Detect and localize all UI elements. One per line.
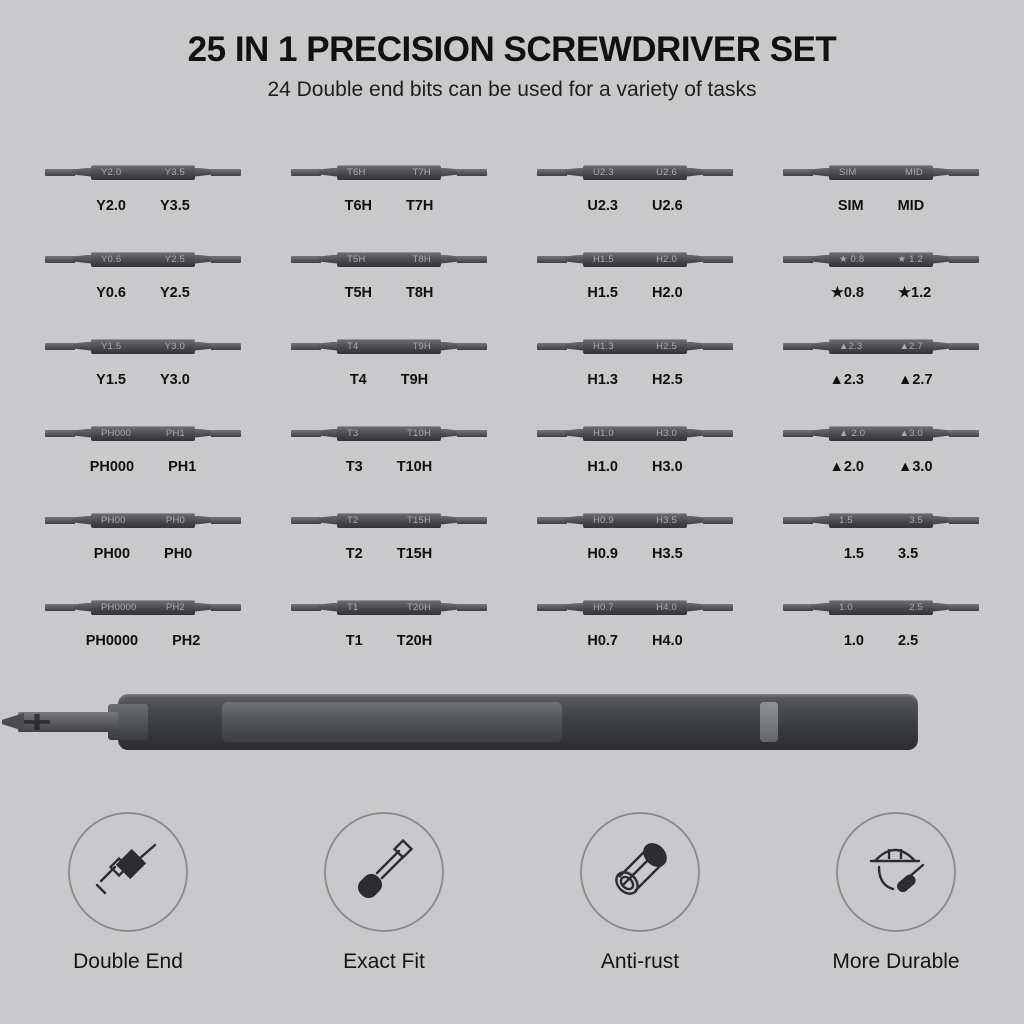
bit-illustration [516,150,754,194]
bit-engraving-right: H4.0 [656,601,677,613]
bit-label-left: ▲2.0 [829,459,864,475]
bit-engraving [783,427,979,442]
bit-label-right: ★1.2 [898,285,932,301]
bit-engraving-left: PH000 [101,427,132,439]
handle-grip [222,702,562,742]
bit-item [270,237,508,324]
bit-label-left: T4 [349,372,367,388]
bit-illustration [270,585,508,629]
bit-labels [270,372,508,388]
bit-label-right: Y2.5 [160,285,190,301]
bit-shaft [537,252,733,267]
bit-engraving-left: H1.0 [593,427,614,439]
bit-illustration [516,237,754,281]
bit-engraving-right: H3.5 [656,514,677,526]
bit-labels [24,633,262,649]
bit-illustration [24,411,262,455]
page-title: 25 IN 1 PRECISION SCREWDRIVER SET [187,30,837,69]
bit-engraving-left: H1.3 [593,340,614,352]
bit-engraving [783,166,979,181]
bit-engraving-left: T5H [347,253,366,265]
bit-label-right: H2.0 [652,285,683,301]
bit-label-left: SIM [837,198,864,214]
bit-item [24,585,262,672]
bit-shaft [783,252,979,267]
bit-engraving [783,253,979,268]
bit-item [270,324,508,411]
bit-shaft [537,339,733,354]
bit-label-right: ▲3.0 [898,459,933,475]
bit-shaft [45,513,241,528]
bit-engraving-right: ▲2.7 [899,340,923,352]
bit-label-left: PH00 [93,546,131,562]
bit-engraving-right: ★ 1.2 [897,253,923,265]
bit-illustration [24,237,262,281]
feature-icon-circle [324,812,444,932]
bit-shaft [537,426,733,441]
bit-engraving-right: H2.5 [656,340,677,352]
bit-engraving [45,340,241,355]
bit-labels [762,633,1000,649]
bit-illustration [762,585,1000,629]
feature-item [540,812,740,974]
bit-engraving [783,514,979,529]
bit-illustration [516,324,754,368]
bit-label-left: T5H [344,285,372,301]
bit-item [516,324,754,411]
bit-label-right: T15H [396,546,433,562]
bit-item [516,585,754,672]
bit-label-right: 2.5 [898,633,919,649]
bit-item [762,324,1000,411]
bit-engraving-right: PH1 [165,427,185,439]
bit-shaft [783,600,979,615]
bit-label-left: H0.9 [587,546,618,562]
bit-engraving [537,427,733,442]
bit-labels [270,546,508,562]
bit-label-right: Y3.5 [160,198,190,214]
bit-shaft [291,165,487,180]
bit-label-left: T6H [344,198,372,214]
bit-shaft [291,426,487,441]
bit-shaft [783,513,979,528]
bit-illustration [24,585,262,629]
bit-label-right: 3.5 [898,546,919,562]
bit-engraving-right: T8H [412,253,431,265]
bit-engraving [291,514,487,529]
bit-labels [24,372,262,388]
bit-illustration [270,324,508,368]
bit-engraving [45,253,241,268]
bit-engraving [783,601,979,616]
bit-engraving [45,427,241,442]
bit-labels [270,285,508,301]
bit-illustration [762,150,1000,194]
bit-item [516,411,754,498]
bit-label-left: Y2.0 [96,198,126,214]
feature-icon-circle [836,812,956,932]
bit-shaft [45,339,241,354]
bit-label-left: ▲2.3 [829,372,864,388]
bit-engraving-left: PH0000 [101,601,137,613]
bit-labels [24,198,262,214]
bit-label-left: T3 [345,459,363,475]
handle-highlight [760,702,778,742]
bit-shaft [291,513,487,528]
bit-engraving-right: 3.5 [909,514,923,526]
bit-shaft [537,600,733,615]
bit-illustration [516,498,754,542]
bit-illustration [762,237,1000,281]
bit-labels [762,372,1000,388]
bit-label-right: PH0 [164,546,193,562]
bit-label-left: T2 [345,546,363,562]
bit-engraving-left: T4 [347,340,359,352]
bit-engraving-left: T6H [347,166,366,178]
bit-engraving-left: Y1.5 [101,340,122,352]
bit-engraving [537,253,733,268]
bit-label-right: T10H [396,459,433,475]
bit-engraving [291,601,487,616]
bit-engraving-right: T7H [412,166,431,178]
bit-engraving-left: 1.5 [839,514,853,526]
bit-illustration [762,324,1000,368]
bit-illustration [762,498,1000,542]
bit-label-right: ▲2.7 [898,372,933,388]
bit-labels [24,459,262,475]
bit-shaft [783,339,979,354]
bit-shaft [537,513,733,528]
bit-engraving-left: H1.5 [593,253,614,265]
bit-illustration [24,324,262,368]
bit-shaft [45,252,241,267]
bit-shaft [291,252,487,267]
bit-label-right: H3.0 [652,459,683,475]
bit-engraving-left: ▲ 2.0 [839,427,866,439]
bit-labels [516,459,754,475]
bit-label-right: H4.0 [652,633,683,649]
bit-engraving-right: Y3.5 [164,166,185,178]
bit-illustration [270,237,508,281]
bit-item [762,498,1000,585]
screwdriver-handle-illustration [0,672,1024,792]
bit-item [270,150,508,237]
bit-engraving-right: T10H [406,427,431,439]
bit-label-right: T9H [400,372,429,388]
bit-engraving-left: T2 [347,514,359,526]
bit-illustration [270,411,508,455]
bit-item [762,150,1000,237]
bit-labels [516,633,754,649]
bit-engraving [45,601,241,616]
bit-engraving-right: ▲3.0 [899,427,923,439]
bit-label-right: Y3.0 [160,372,190,388]
bit-illustration [270,498,508,542]
bit-label-left: Y1.5 [96,372,126,388]
bit-shaft [783,165,979,180]
bit-illustration [270,150,508,194]
bit-engraving-right: H2.0 [656,253,677,265]
bit-label-right: PH1 [168,459,197,475]
bit-label-left: H1.5 [587,285,618,301]
bit-labels [762,459,1000,475]
bit-label-right: T7H [406,198,434,214]
bit-labels [516,372,754,388]
screwdriver-icon [347,833,421,912]
feature-item [796,812,996,974]
bit-item [24,411,262,498]
bit-engraving-right: 2.5 [909,601,923,613]
worker-helmet-icon [859,833,933,912]
bit-illustration [516,585,754,629]
bit-engraving [45,166,241,181]
bit-engraving [537,166,733,181]
feature-item [28,812,228,974]
bit-engraving [537,601,733,616]
bit-label-left: H0.7 [587,633,618,649]
bit-item [270,498,508,585]
bit-engraving-left: SIM [839,166,857,178]
feature-label: Exact Fit [343,950,425,973]
bit-label-left: H1.0 [587,459,618,475]
bit-engraving [783,340,979,355]
bit-engraving-left: PH00 [101,514,126,526]
bit-shaft [45,600,241,615]
bit-label-left: U2.3 [587,198,618,214]
feature-label: More Durable [832,950,960,973]
bit-engraving-left: ▲2.3 [839,340,863,352]
bit-shaft [291,339,487,354]
bit-labels [270,198,508,214]
bit-labels [762,546,1000,562]
bit-engraving [291,340,487,355]
bit-label-right: T8H [406,285,434,301]
bit-engraving-right: T9H [412,340,431,352]
feature-label: Double End [73,950,183,973]
bit-engraving-left: Y0.6 [101,253,122,265]
bit-engraving-right: MID [904,166,923,178]
double-end-bit-icon [91,833,165,912]
bit-illustration [24,150,262,194]
bit-labels [516,285,754,301]
bit-labels [24,285,262,301]
bit-labels [516,198,754,214]
bit-label-right: U2.6 [652,198,683,214]
page-subtitle: 24 Double end bits can be used for a variety of tasks [267,78,757,101]
bit-item [24,237,262,324]
bit-engraving-left: Y2.0 [101,166,122,178]
feature-row [0,812,1024,974]
bit-engraving [291,253,487,268]
bit-label-left: 1.5 [843,546,864,562]
bit-illustration [516,411,754,455]
bit-item [762,411,1000,498]
steel-tube-icon [603,833,677,912]
bit-engraving-right: U2.6 [656,166,677,178]
bit-engraving-left: H0.9 [593,514,614,526]
bit-engraving [45,514,241,529]
bit-item [762,585,1000,672]
bit-label-left: T1 [345,633,363,649]
bit-labels [516,546,754,562]
bit-engraving-left: ★ 0.8 [839,253,865,265]
bit-shaft [45,165,241,180]
bit-labels [270,459,508,475]
bit-labels [270,633,508,649]
bit-label-left: 1.0 [843,633,864,649]
bit-engraving-right: H3.0 [656,427,677,439]
bit-label-right: MID [897,198,925,214]
bit-item [516,498,754,585]
bit-illustration [762,411,1000,455]
bit-label-left: PH000 [89,459,135,475]
bit-grid [24,150,1000,672]
feature-icon-circle [68,812,188,932]
bit-label-left: ★0.8 [830,285,864,301]
bit-labels [762,285,1000,301]
bit-label-right: H3.5 [652,546,683,562]
bit-engraving [291,427,487,442]
bit-engraving-right: PH0 [165,514,185,526]
bit-label-left: PH0000 [85,633,139,649]
bit-shaft [291,600,487,615]
bit-shaft [45,426,241,441]
bit-item [24,324,262,411]
bit-engraving-right: Y2.5 [164,253,185,265]
bit-label-right: H2.5 [652,372,683,388]
bit-shaft [783,426,979,441]
bit-item [270,411,508,498]
bit-engraving-left: T3 [347,427,359,439]
bit-engraving-left: 1.0 [839,601,853,613]
bit-label-left: Y0.6 [96,285,126,301]
bit-engraving [537,340,733,355]
bit-engraving [537,514,733,529]
bit-engraving-right: PH2 [165,601,185,613]
bit-engraving-right: T20H [406,601,431,613]
bit-engraving [291,166,487,181]
bit-shaft [537,165,733,180]
bit-item [762,237,1000,324]
bit-item [270,585,508,672]
bit-engraving-right: Y3.0 [164,340,185,352]
bit-label-left: H1.3 [587,372,618,388]
bit-label-right: PH2 [172,633,201,649]
bit-item [24,150,262,237]
bit-item [24,498,262,585]
bit-engraving-left: H0.7 [593,601,614,613]
bit-engraving-right: T15H [406,514,431,526]
bit-label-right: T20H [396,633,433,649]
feature-icon-circle [580,812,700,932]
bit-labels [762,198,1000,214]
bit-labels [24,546,262,562]
feature-item [284,812,484,974]
bit-illustration [24,498,262,542]
feature-label: Anti-rust [600,950,680,973]
bit-engraving-left: U2.3 [593,166,614,178]
bit-engraving-left: T1 [347,601,359,613]
bit-item [516,237,754,324]
bit-item [516,150,754,237]
